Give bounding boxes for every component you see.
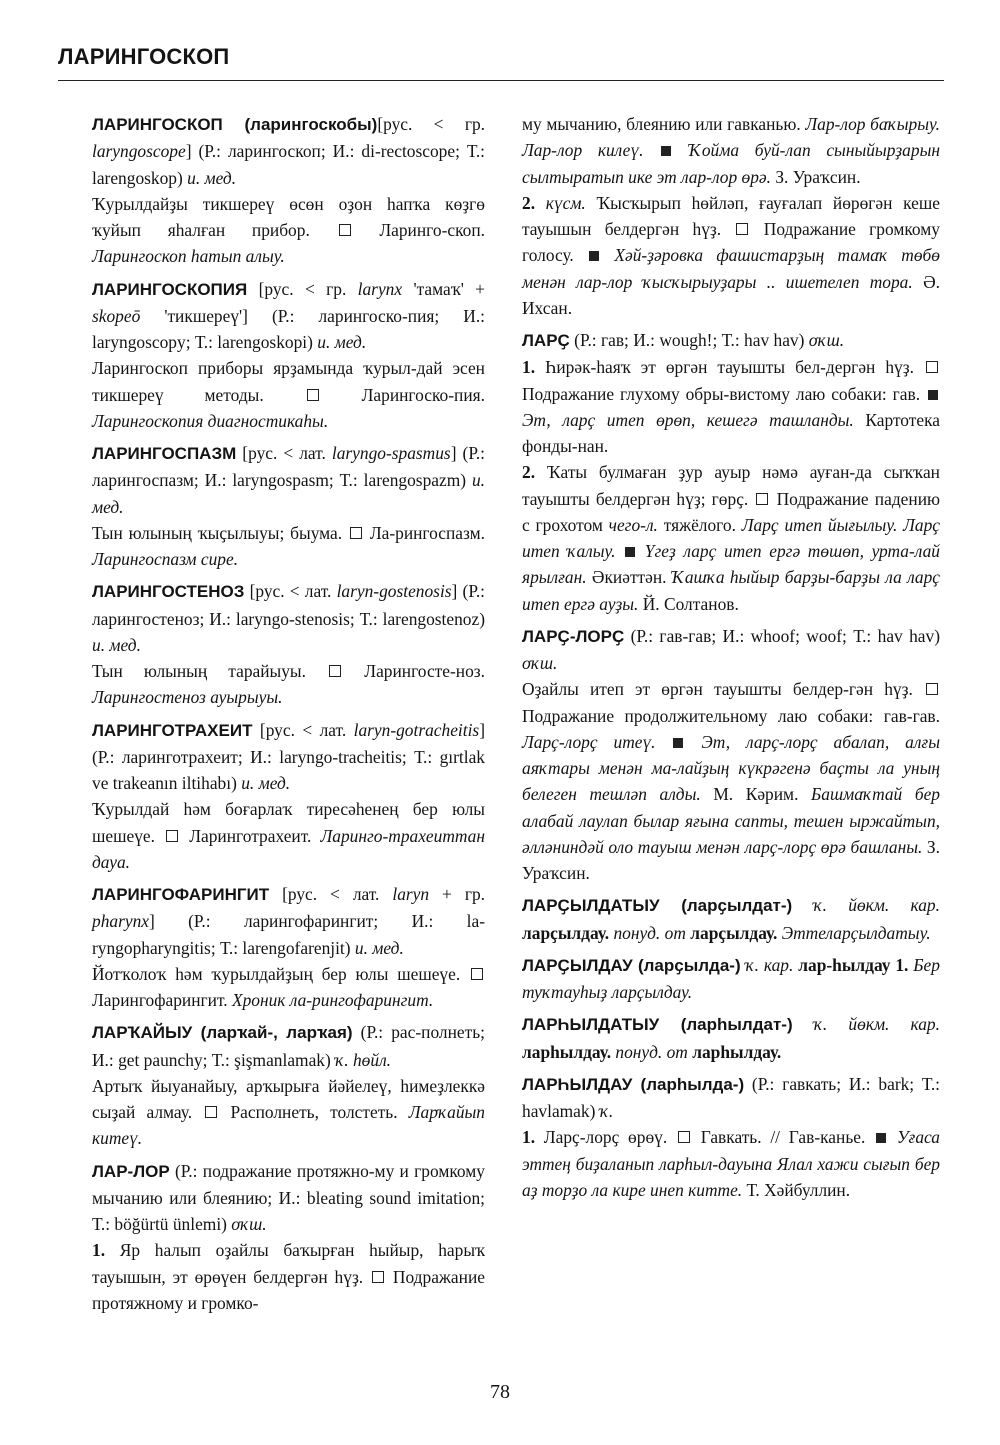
headword: ЛАРҪ	[522, 331, 570, 350]
italic-text: skopeō	[92, 305, 141, 326]
bold-text: ларҫылдау.	[522, 922, 610, 943]
italic-text: оҡш.	[231, 1214, 267, 1234]
filled-square-icon	[625, 547, 635, 557]
headword: ЛАРҪЫЛДАУ (ларҫылда-)	[522, 955, 741, 975]
entry-laringofaringit-def	[92, 961, 485, 1014]
italic-text: оҡш.	[522, 653, 558, 673]
open-square-icon	[166, 830, 178, 842]
text: (Р.: гав-гав; И.: whoof; woof; Т.: hav hav)	[624, 625, 940, 646]
page-number: 78	[490, 1381, 510, 1403]
filled-square-icon	[673, 738, 683, 748]
entry-laringoskopiya	[92, 276, 485, 356]
text: [рус. < лат.	[252, 719, 354, 740]
italic-text: Эт, ларҫ-лорҫ абалап, алғы аяҡтары менән ма-лайҙың күкрәгенә баҫты ла уның белеген тешләп алды.	[522, 731, 940, 805]
open-square-icon	[736, 223, 748, 235]
entry-lars-1	[522, 354, 940, 459]
text: Ларингоскоп приборы ярҙамында ҡурыл-дай эсен тикшереү методы.	[92, 358, 485, 405]
italic-text: ҡ.	[599, 1101, 614, 1121]
text	[685, 732, 701, 752]
text: [рус. < лат.	[269, 884, 393, 904]
entry-larsyldatyu	[522, 892, 940, 946]
italic-text: laryn	[392, 884, 430, 904]
italic-text: ҡ. йөкм. кар.	[813, 895, 940, 916]
bold-text: ларҫылдау.	[690, 922, 778, 943]
text: Ҡысҡырып һөйләп, ғауғалап йөрөгән кеше тауышын белдергән һүҙ.	[522, 192, 940, 239]
entry-lar-lor-1-cont	[522, 111, 940, 190]
headword: ЛАРҪ-ЛОРҪ	[522, 626, 625, 646]
italic-text: күсм.	[545, 192, 586, 213]
text: ] (Р.: ларингоскоп; И.: di-rectoscope; Т.: larengoskop)	[92, 141, 485, 188]
entry-laringostenoz-def	[92, 658, 485, 711]
entry-laringoskopiya-def	[92, 355, 485, 434]
text: тяжёлого.	[657, 514, 742, 535]
open-square-icon	[350, 527, 362, 539]
italic-text: и. мед.	[92, 634, 141, 655]
headword: ЛАР-ЛОР	[92, 1161, 170, 1181]
text: му мычанию, блеянию или гавканью.	[522, 114, 806, 134]
text: Ларҫ-лорҫ өрөү.	[535, 1127, 676, 1148]
open-square-icon	[926, 361, 938, 373]
text: ] (Р.: ларингофарингит; И.: la-ryngopharyngitis; Т.: larengofarenjit)	[92, 911, 485, 958]
text: Ларинго-скоп.	[352, 220, 485, 240]
text: Подражание громкому голосу.	[522, 219, 940, 266]
open-square-icon	[678, 1131, 690, 1143]
text: Ҡаты булмаған ҙур ауыр нәмә ауған-да сыҡҡан тауышты белдергән һүҙ; гөрҫ.	[522, 462, 940, 509]
text	[656, 732, 672, 752]
text	[793, 1014, 814, 1034]
italic-text: ҡ. кар.	[745, 954, 794, 975]
text	[673, 140, 689, 160]
text: Подражание глухому обры-вистому лаю собаки: гав.	[522, 383, 926, 404]
filled-square-icon	[589, 251, 599, 261]
open-square-icon	[471, 968, 483, 980]
headword: ЛАРИНГОСКОП (ларингоскобы)	[92, 115, 378, 134]
open-square-icon	[926, 683, 938, 695]
italic-text: и. мед.	[317, 332, 367, 352]
text: 'тикшереү'] (Р.: ларингоско-пия; И.: laryngoscopy; Т.: larengoskopi)	[92, 305, 485, 352]
text: ] (Р.: ларингоспазм; И.: laryngospasm; Т.: larengospazm)	[92, 443, 486, 491]
italic-text: и. мед.	[241, 773, 291, 793]
text: Подражание продолжительному лаю собаки: гав-гав.	[522, 705, 940, 726]
italic-text: larynx	[357, 278, 403, 299]
text: Ларинготрахеит.	[180, 825, 321, 846]
bold-text: лар-һылдау 1.	[798, 954, 909, 975]
italic-text: Ларҫ-лорҫ итеү.	[522, 731, 656, 752]
entry-laringotraheit	[92, 717, 485, 797]
text	[637, 541, 645, 561]
italic-text: Ларингоспазм сире.	[92, 549, 239, 569]
italic-text: Лар-лор баҡырыу. Лар-лор килеү.	[522, 114, 940, 161]
bold-text: 1.	[522, 357, 536, 378]
italic-text: Эттеларҫылдатыу.	[781, 922, 931, 943]
text: Располнеть, толстеть.	[219, 1102, 409, 1122]
text	[616, 541, 624, 561]
italic-text: Ларҫ итеп йығылыу. Ларҫ итеп ҡалыу.	[522, 514, 940, 561]
italic-text: понуд. от	[613, 922, 686, 943]
text: Ларингоско-пия.	[320, 384, 485, 405]
entry-larsyldau	[522, 952, 940, 1006]
text: М. Кәрим.	[700, 784, 812, 805]
text: Ларингофарингит.	[92, 990, 232, 1010]
left-column	[92, 111, 485, 1316]
bold-text: 1.	[522, 1127, 536, 1148]
text: Тын юлының тарайыуы.	[92, 661, 328, 681]
text: + гр.	[429, 884, 485, 904]
text: (Р.: рас-полнеть; И.: get paunchy; Т.: şişmanlamak)	[92, 1022, 485, 1070]
entry-lars-lors-def	[522, 676, 940, 886]
bold-text: ларһылдау.	[692, 1041, 782, 1062]
italic-text: laryn-gostenosis	[336, 581, 452, 602]
bold-text: ларһылдау.	[522, 1041, 612, 1062]
text: Картотека фонды-нан.	[522, 409, 941, 456]
headword: ЛАРИНГОСПАЗМ	[92, 444, 237, 463]
italic-text: и. мед.	[354, 937, 404, 958]
headword: ЛАРҠАЙЫУ (ларҡай-, ларҡая)	[92, 1023, 353, 1043]
open-square-icon	[307, 389, 319, 401]
text: Әкиәттән.	[586, 567, 672, 588]
italic-text: Ҡашҡа һыйыр барҙы-барҙы ла ларҫ итеп ергә ауҙы.	[522, 567, 940, 614]
text: Гавкать. // Гав-канье.	[691, 1127, 875, 1148]
text: Оҙайлы итеп эт өргән тауышты белдер-гән һүҙ.	[522, 679, 924, 700]
right-column	[522, 111, 940, 1203]
text	[792, 895, 813, 915]
text: ] (Р.: ларинготрахеит; И.: laryngo-tracheitis; Т.: gırtlak ve trakeanın iltihabı)	[92, 719, 485, 793]
text: З. Ураҡсин.	[522, 836, 940, 883]
text: Подражание протяжному и громко-	[92, 1266, 485, 1313]
entry-lar-lor	[92, 1158, 485, 1238]
italic-text: и. мед.	[92, 470, 485, 517]
italic-text: Ларҡайып китеү.	[92, 1102, 485, 1149]
entry-laringospazm-def	[92, 520, 485, 573]
text: Тын юлының ҡыҫылыуы; быума.	[92, 522, 348, 543]
headword: ЛАРИНГОСКОПИЯ	[92, 279, 248, 299]
text: (Р.: гавкать; И.: bark; Т.: havlamak)	[522, 1073, 940, 1121]
filled-square-icon	[928, 390, 938, 400]
italic-text: Эт, ларҫ итеп өрөп, кешегә ташланды.	[522, 409, 854, 430]
entry-laringospazm	[92, 440, 485, 520]
italic-text: Хроник ла-рингофарингит.	[231, 990, 434, 1010]
italic-text: Башмаҡтай бер алабай лаулап былар яғына сапты, тешен ыржайтып, әлләниндәй оло тауыш менән ларҫ-лорҫ өрә башланы.	[522, 784, 941, 857]
italic-text: понуд. от	[615, 1041, 688, 1062]
open-square-icon	[339, 224, 351, 236]
entry-lar-lor-2	[522, 190, 940, 321]
italic-text: Үгеҙ ларҫ итеп ергә төшөп, урта-лай ярылған.	[522, 541, 940, 588]
text: Подражание падению с грохотом	[522, 488, 940, 535]
text: Һирәк-һаяҡ эт өргән тауышты бел-дергән һүҙ.	[535, 357, 924, 378]
text: 'тамаҡ' +	[402, 278, 485, 299]
entry-larkayyu-def	[92, 1073, 485, 1152]
bold-text: 1.	[92, 1240, 106, 1261]
entry-larhyldau-1	[522, 1124, 940, 1203]
text: Ла-рингоспазм.	[363, 522, 485, 543]
text: Ҡурылдайҙы тикшереү өсөн оҙон һапҡа көҙгө ҡуйып яһалған прибор.	[92, 193, 485, 240]
entry-lars-2	[522, 459, 940, 617]
italic-text: Уғаса эттең биҙаланып ларһыл-дауына Ялал хажи сығып бер аҙ торҙо ла кире инеп китте.	[522, 1127, 940, 1200]
text: (Р.: подражание протяжно-му и громкому мычанию или блеянию; И.: bleating sound imitation; Т.: böğürtü ünlemi)	[92, 1160, 485, 1234]
text: [рус. < гр.	[377, 114, 485, 134]
text: Й. Солтанов.	[638, 593, 739, 614]
text	[601, 245, 614, 265]
italic-text: ҡ. һөйл.	[335, 1049, 392, 1070]
entry-lar-lor-1	[92, 1237, 485, 1316]
entry-larhyldatyu	[522, 1011, 940, 1065]
headword: ЛАРҺЫЛДАУ (ларһылда-)	[522, 1074, 745, 1094]
headword: ЛАРҺЫЛДАТЫУ (ларһылдат-)	[522, 1015, 793, 1035]
entry-laringofaringit	[92, 881, 485, 961]
text: З. Ураҡсин.	[770, 166, 861, 187]
text: [рус. < лат.	[244, 581, 337, 602]
text	[535, 193, 546, 213]
italic-text: ҡ. йөкм. кар.	[813, 1014, 940, 1035]
open-square-icon	[756, 493, 768, 505]
italic-text: pharynx	[92, 911, 149, 932]
italic-text: laryngo-spasmus	[331, 443, 451, 463]
entry-lars	[522, 327, 940, 354]
bold-text: 2.	[522, 462, 536, 483]
text: Ҡурылдай һәм боғарлаҡ тиресәһенең бер юлы шешеүе.	[92, 799, 485, 846]
entry-laringoskop-def	[92, 191, 485, 270]
open-square-icon	[372, 1271, 384, 1283]
text: (Р.: гав; И.: wough!; Т.: hav hav)	[569, 330, 809, 350]
text: Т. Хәйбуллин.	[742, 1179, 851, 1200]
headword: ЛАРИНГОФАРИНГИТ	[92, 885, 270, 904]
italic-text: Ларингостеноз ауырыуы.	[92, 687, 283, 708]
entry-larkayyu	[92, 1019, 485, 1073]
text: [рус. < лат.	[236, 443, 332, 463]
italic-text: Ларингоскоп һатып алыу.	[92, 246, 285, 267]
italic-text: чего-л.	[608, 514, 658, 535]
open-square-icon	[329, 665, 341, 677]
running-head: ЛАРИНГОСКОП	[58, 44, 230, 69]
headword: ЛАРИНГОТРАХЕИТ	[92, 720, 253, 740]
open-square-icon	[205, 1106, 217, 1118]
text: Ә. Ихсан.	[522, 271, 940, 318]
italic-text: Ларинго-трахеиттан дауа.	[92, 825, 485, 872]
filled-square-icon	[876, 1133, 886, 1143]
italic-text: Бер туҡтауһыҙ ларҫылдау.	[522, 954, 940, 1002]
italic-text: Ларингоскопия диагностикаһы.	[92, 410, 329, 431]
bold-text: 2.	[522, 192, 536, 213]
entry-laringostenoz	[92, 578, 485, 658]
header-rule	[58, 80, 944, 81]
text	[888, 1127, 897, 1147]
text: Артыҡ йыуанайыу, арҡырыға йәйелеү, һимеҙлеккә сыҙай алмау.	[92, 1075, 485, 1122]
italic-text: Ҡойма буй-лап сыныйырҙарын сылтыратып ике эт лар-лор өрә.	[522, 140, 940, 187]
headword: ЛАРИНГОСТЕНОЗ	[92, 582, 245, 602]
italic-text: оҡш.	[808, 330, 845, 350]
headword: ЛАРҪЫЛДАТЫУ (ларҫылдат-)	[522, 896, 793, 916]
entry-lars-lors	[522, 623, 940, 677]
text: [рус. < гр.	[247, 278, 358, 299]
filled-square-icon	[661, 146, 671, 156]
text	[643, 140, 659, 160]
italic-text: Хәй-ҙәровка фашистарҙың тамаҡ төбө менән лар-лор ҡысҡырыуҙары .. ишетелеп тора.	[522, 245, 940, 292]
italic-text: laryn-gotracheitis	[353, 719, 480, 740]
entry-laringoskop	[92, 111, 485, 191]
entry-larhyldau	[522, 1071, 940, 1125]
text: Йотҡолоҡ һәм ҡурылдайҙың бер юлы шешеүе.	[92, 963, 469, 984]
italic-text: laryngoscope	[92, 141, 186, 162]
text: Яр һалып оҙайлы баҡырған һыйыр, һарыҡ тауышын, эт өрөүен белдергән һүҙ.	[92, 1240, 485, 1287]
text: Ларингосте-ноз.	[343, 661, 485, 681]
text: ] (Р.: ларингостеноз; И.: laryngo-stenosis; Т.: larengostenoz)	[92, 581, 485, 629]
entry-laringotraheit-def	[92, 796, 485, 875]
italic-text: и. мед.	[187, 167, 237, 188]
